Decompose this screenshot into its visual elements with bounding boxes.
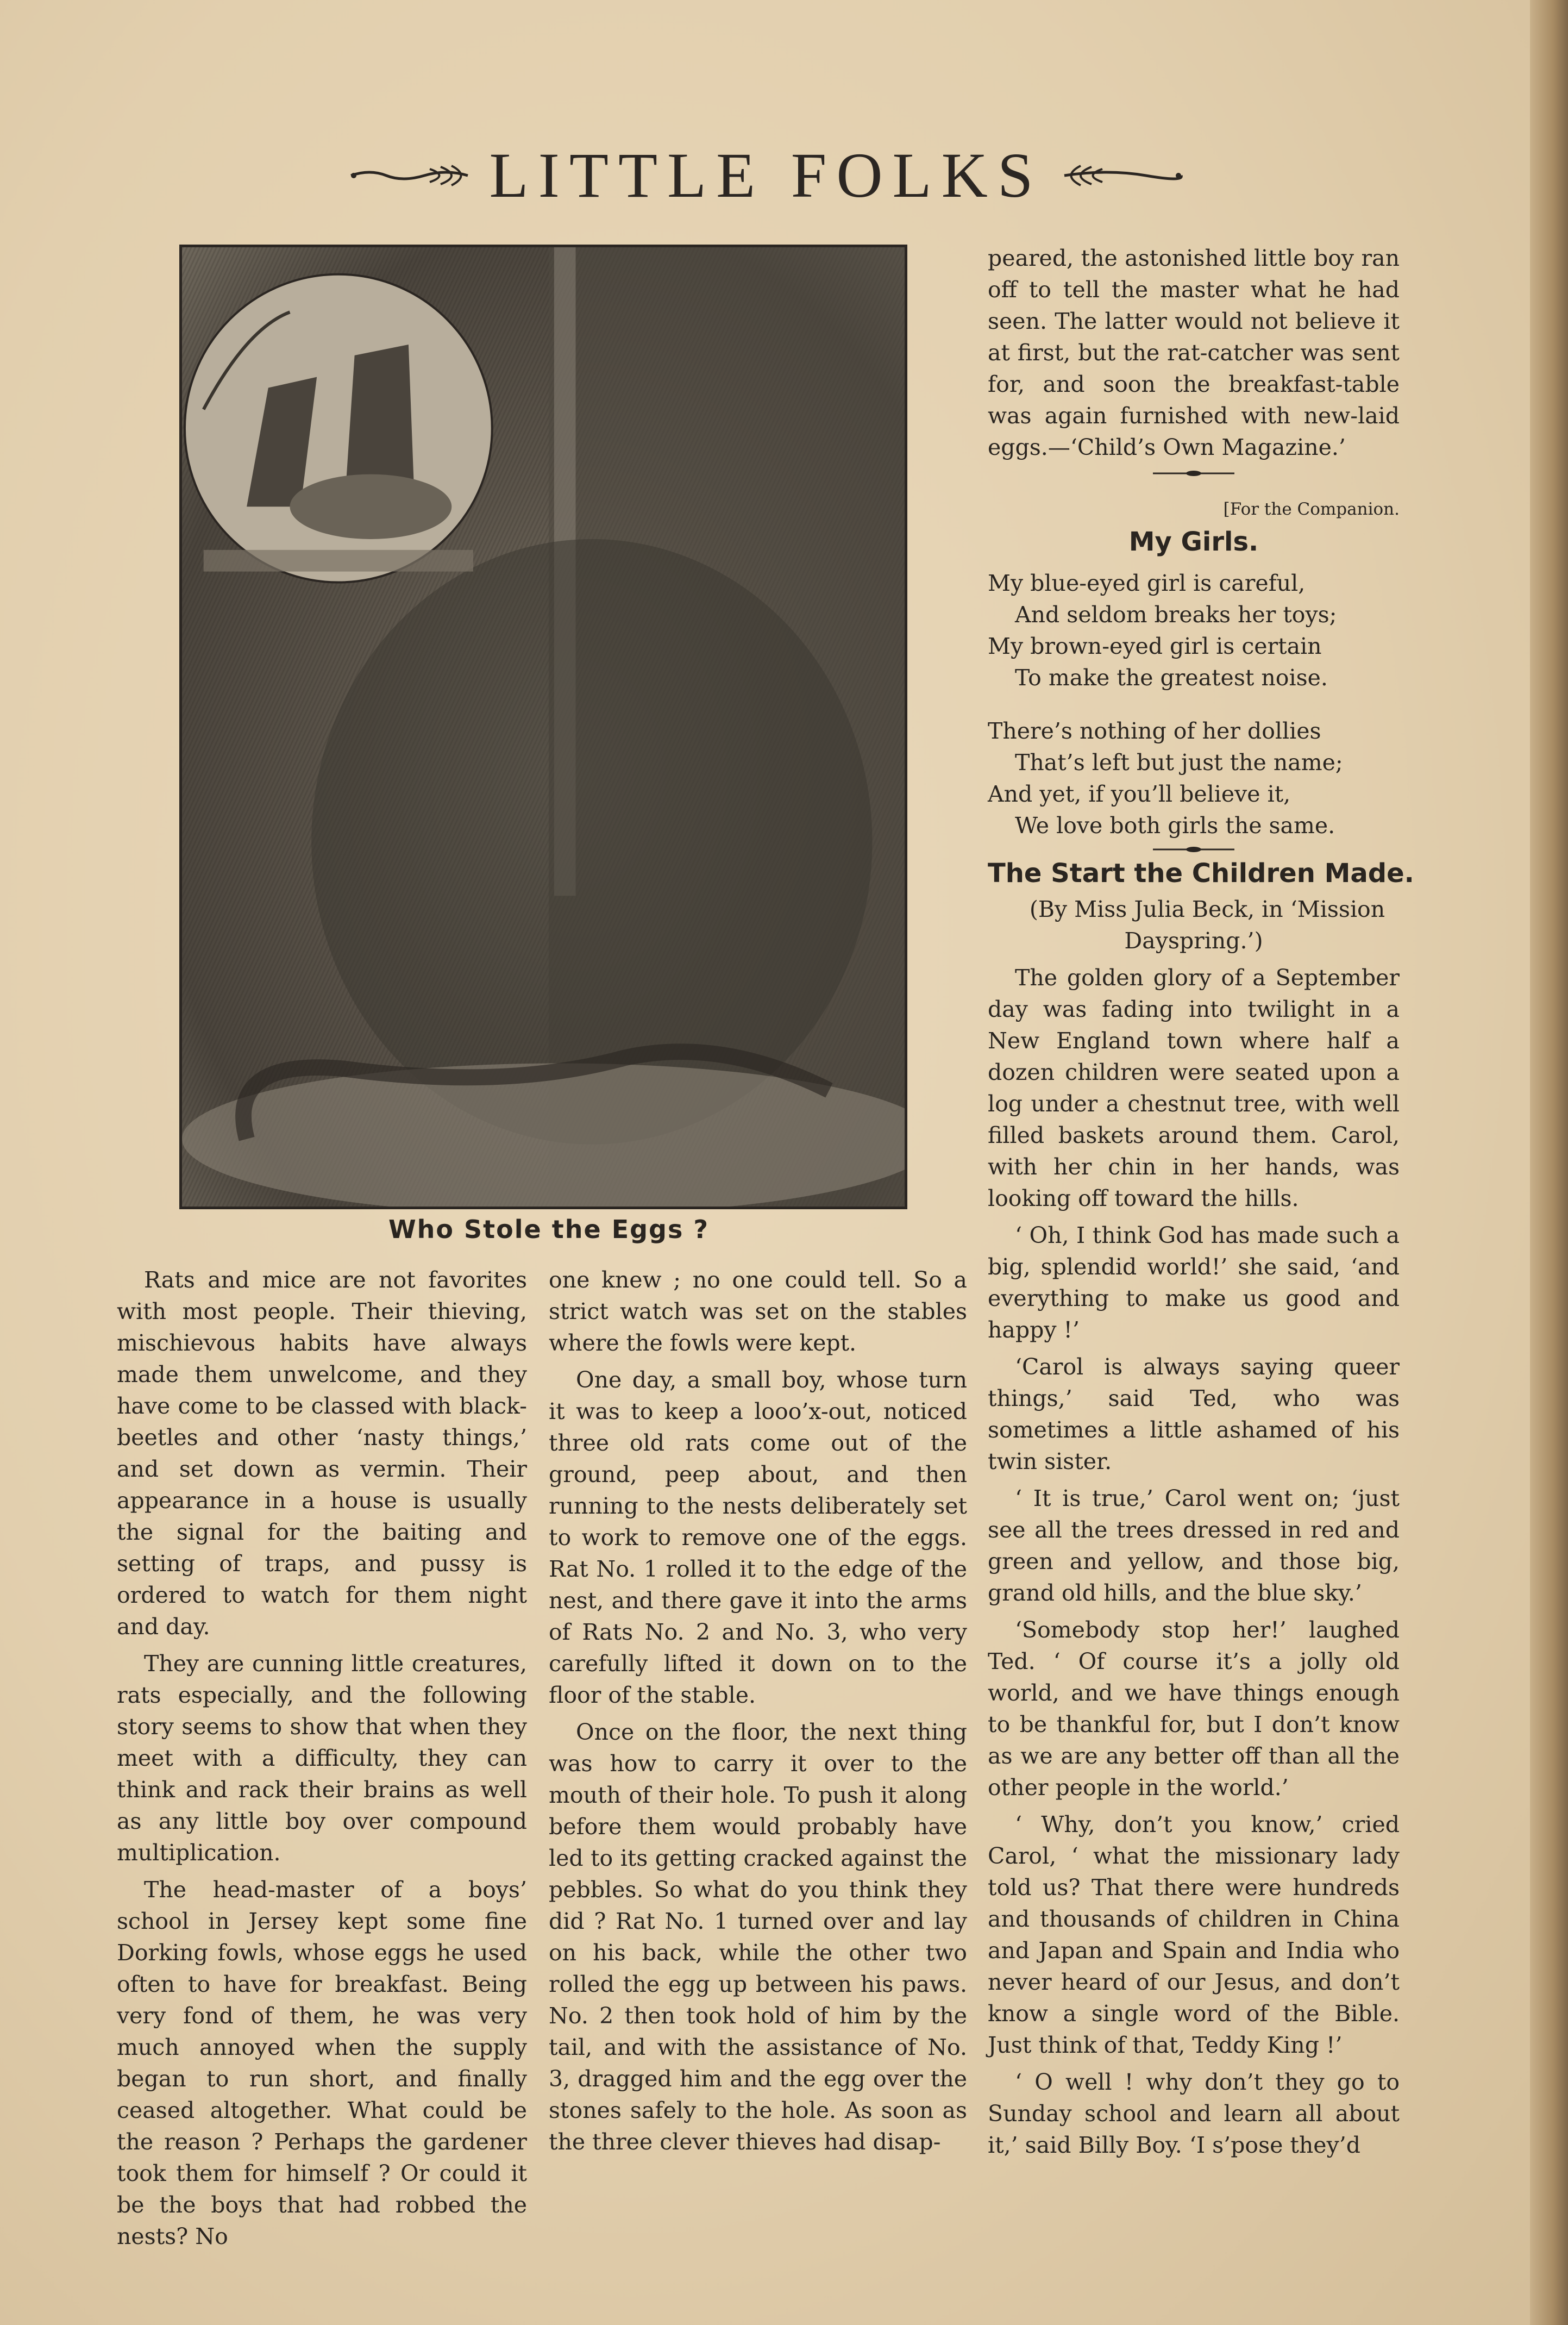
poem-line: There’s nothing of her dollies (988, 718, 1321, 744)
poem-credit: [For the Companion. (1223, 499, 1400, 519)
article-title-start-children-made: The Start the Children Made. (988, 858, 1414, 889)
paragraph: They are cunning little creatures, rats especially, and the following story seems to show that when they meet with a difficulty, they can think and rack their brains as well as any little boy over compound multiplication. (117, 1651, 527, 1866)
article-title-who-stole-the-eggs: Who Stole the Eggs ? (388, 1215, 710, 1244)
paragraph: ‘ It is true,’ Carol went on; ‘just see all the trees dressed in red and green and yellow, and those big, grand old hills, and the blue sky.’ (988, 1485, 1400, 1606)
paragraph: ‘ Oh, I think God has made such a big, splendid world!’ she said, ‘and everything to make us good and happy !’ (988, 1222, 1400, 1343)
poem-line: To make the greatest noise. (1015, 665, 1328, 691)
paragraph: peared, the astonished little boy ran off to tell the master what he had seen. The latter would not believe it at first, but the rat-catcher was sent for, and soon the breakfast-table was again furnished with new-laid eggs.—‘Child’s Own Magazine.’ (988, 245, 1400, 460)
page-spine-edge (1530, 0, 1568, 2325)
paragraph: ‘ Why, don’t you know,’ cried Carol, ‘ what the missionary lady told us? That there were hundreds and thousands of children in China and Japan and Spain and India who never heard of our Jesus, and don’t know a single word of the Bible. Just think of that, Teddy King !’ (988, 1811, 1400, 2058)
poem-line: My blue-eyed girl is careful, (988, 570, 1306, 596)
section-divider-rule (1153, 845, 1234, 854)
poem-line: My brown-eyed girl is certain (988, 633, 1322, 659)
section-header (304, 140, 1228, 211)
paragraph: ‘Carol is always saying queer things,’ said Ted, who was sometimes a little ashamed of his twin sister. (988, 1354, 1400, 1474)
page-title: LITTLE FOLKS (489, 140, 1043, 211)
poem-line: And seldom breaks her toys; (1015, 602, 1337, 628)
column-2 (549, 1264, 967, 2163)
paragraph: Rats and mice are not favorites with most people. Their thieving, mischievous habits have always made them unwelcome, and they have come to be classed with black-beetles and other ‘nasty things,’ and set down as vermin. Their appearance in a house is usually the signal for the baiting and setting of traps, and pussy is ordered to watch for them night and day. (117, 1267, 527, 1640)
paragraph: ‘ O well ! why don’t they go to Sunday school and learn all about it,’ said Billy Boy. ‘I s’pose they’d (988, 2069, 1400, 2158)
poem-title: My Girls. (1128, 527, 1259, 557)
paragraph: The head-master of a boys’ school in Jersey kept some fine Dorking fowls, whose eggs he used often to have for breakfast. Being very fond of them, he was very much annoyed when the supply began to run short, and finally ceased altogether. What could be the reason ? Perhaps the gardener took them for himself ? Or could it be the boys that had robbed the nests? No (117, 1877, 527, 2249)
right-flourish-ornament (1059, 159, 1184, 192)
paragraph: ‘Somebody stop her!’ laughed Ted. ‘ Of course it’s a jolly old world, and we have things enough to be thankful for, but I don’t know as we are any better off than all the other people in the world.’ (988, 1617, 1400, 1801)
section-divider-rule (1153, 468, 1234, 478)
poem-line: That’s left but just the name; (1015, 749, 1343, 776)
poem-stanza (988, 567, 1400, 693)
engraving-artwork (182, 247, 905, 1207)
poem-line: And yet, if you’ll believe it, (988, 781, 1291, 807)
poem-line: We love both girls the same. (1015, 812, 1335, 839)
poem-stanza (988, 715, 1400, 841)
article-byline: (By Miss Julia Beck, in ‘Mission Dayspring.’) (1029, 896, 1385, 954)
rats-engraving-illustration (179, 245, 907, 1209)
paragraph: one knew ; no one could tell. So a strict watch was set on the stables where the fowls were kept. (549, 1267, 967, 1356)
paragraph: The golden glory of a September day was fading into twilight in a New England town where half a dozen children were seated upon a log under a chestnut tree, with well filled baskets around them. Carol, with her chin in her hands, was looking off toward the hills. (988, 965, 1400, 1211)
left-flourish-ornament (348, 159, 473, 192)
paragraph: One day, a small boy, whose turn it was to keep a looo’x-out, noticed three old rats come out of the ground, peep about, and then running to the nests deliberately set to work to remove one of the eggs. Rat No. 1 rolled it to the edge of the nest, and there gave it into the arms of Rats No. 2 and No. 3, who very carefully lifted it down on to the floor of the stable. (549, 1367, 967, 1708)
paragraph: Once on the floor, the next thing was how to carry it over to the mouth of their hole. To push it along before them would probably have led to its getting cracked against the pebbles. So what do you think they did ? Rat No. 1 turned over and lay on his back, while the other two rolled the egg up between his paws. No. 2 then took hold of him by the tail, and with the assistance of No. 3, dragged him and the egg over the stones safely to the hole. As soon as the three clever thieves had disap- (549, 1719, 967, 2155)
column-3 (988, 242, 1414, 2166)
column-1 (117, 1264, 527, 2258)
